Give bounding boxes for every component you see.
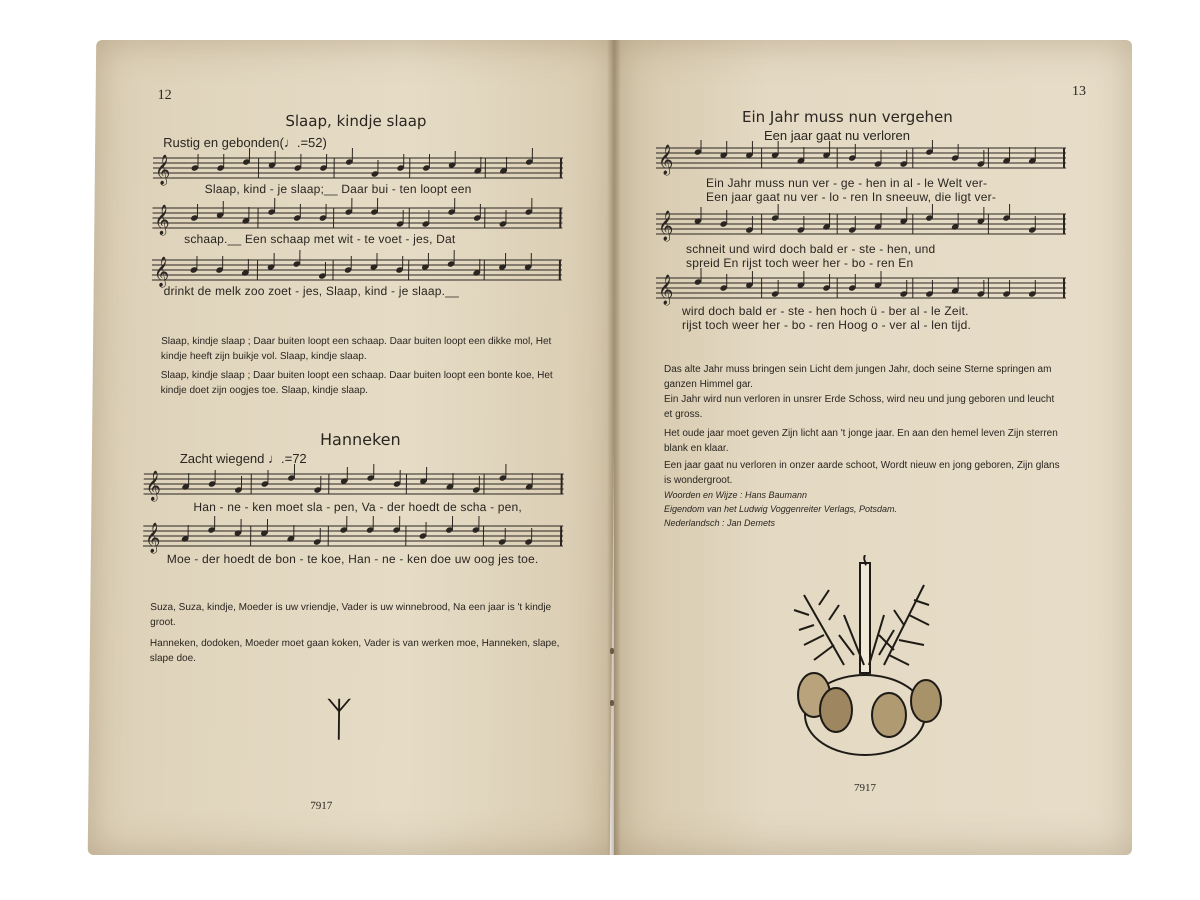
treble-clef-icon: 𝄞 bbox=[154, 205, 170, 235]
stanza: Het oude jaar moet geven Zijn licht aan 't jonge jaar. En aan den hemel leven Zijn sterren blank en klaar. bbox=[664, 428, 1058, 454]
page-number: 12 bbox=[157, 88, 172, 103]
treble-clef-icon: 𝄞 bbox=[658, 145, 674, 175]
tempo-marking: Rustig en gebonden(♩.=52) bbox=[163, 135, 327, 150]
stanza: Das alte Jahr muss bringen sein Licht dem jungen Jahr, doch seine Sterne springen am ganzen Himmel gar. bbox=[664, 364, 1052, 390]
lyric-line: Een jaar gaat nu ver - lo - ren In sneeuw, die ligt ver- bbox=[706, 190, 997, 204]
advent-candle-illustration bbox=[784, 555, 954, 765]
right-page bbox=[614, 40, 1132, 855]
treble-clef-icon: 𝄞 bbox=[144, 523, 161, 553]
credit-line: Woorden en Wijze : Hans Baumann bbox=[664, 490, 807, 500]
stanza: Slaap, kindje slaap ; Daar buiten loopt een schaap. Daar buiten loopt een bonte koe, Het kindje doet zijn oogjes toe. Slaap, kindje slaap. bbox=[160, 370, 553, 396]
page-footer: 7917 bbox=[310, 800, 333, 812]
song-title: Ein Jahr muss nun vergehen bbox=[742, 108, 953, 126]
page-footer: 7917 bbox=[854, 782, 876, 794]
book-gutter bbox=[607, 40, 621, 855]
staff-line-group bbox=[656, 140, 1066, 306]
lyric-line: schneit und wird doch bald er - ste - hen, und bbox=[686, 242, 936, 256]
staff-line-group bbox=[152, 148, 563, 288]
treble-clef-icon: 𝄞 bbox=[658, 275, 674, 305]
lyric-line: Moe - der hoedt de bon - te koe, Han - ne - ken doe uw oog jes toe. bbox=[166, 552, 539, 566]
credit-line: Eigendom van het Ludwig Voggenreiter Verlags, Potsdam. bbox=[664, 504, 897, 514]
lyric-line: Han - ne - ken moet sla - pen, Va - der hoedt de scha - pen, bbox=[193, 500, 523, 514]
lyric-line: Slaap, kind - je slaap;__ Daar bui - ten loopt een bbox=[204, 182, 472, 196]
treble-clef-icon: 𝄞 bbox=[145, 471, 162, 501]
staple bbox=[610, 700, 614, 706]
staple bbox=[610, 648, 614, 654]
left-page bbox=[88, 40, 619, 855]
song-title: Hanneken bbox=[319, 430, 401, 449]
treble-clef-icon: 𝄞 bbox=[658, 211, 674, 241]
stanza: Ein Jahr wird nun verloren in unsrer Erde Schoss, wird neu und jung geboren und leucht et gross. bbox=[664, 394, 1055, 420]
lyric-line: rijst toch weer her - bo - ren Hoog o - ver al - len tijd. bbox=[682, 318, 972, 332]
credit-line: Nederlandsch : Jan Demets bbox=[664, 518, 776, 528]
song-subtitle: Een jaar gaat nu verloren bbox=[764, 128, 910, 143]
music-staff-song3 bbox=[656, 140, 1076, 310]
stanza: Slaap, kindje slaap ; Daar buiten loopt een schaap. Daar buiten loopt een dikke mol, Het kindje heeft zijn buikje vol. Slaap, kindje slaap. bbox=[160, 336, 552, 362]
treble-clef-icon: 𝄞 bbox=[154, 155, 171, 185]
lyric-line: Ein Jahr muss nun ver - ge - hen in al - le Welt ver- bbox=[706, 176, 988, 190]
stanza: Een jaar gaat nu verloren in onzer aarde schoot, Wordt nieuw en jong geboren, Zijn glans is wondergroot. bbox=[664, 460, 1060, 486]
song-title: Slaap, kindje slaap bbox=[285, 112, 427, 130]
lyric-line: drinkt de melk zoo zoet - jes, Slaap, kind - je slaap.__ bbox=[163, 284, 460, 298]
stanza: Hanneken, dodoken, Moeder moet gaan koken, Vader is van werken moe, Hanneken, slape, slape doe. bbox=[149, 638, 560, 664]
stanza: Suza, Suza, kindje, Moeder is uw vriendje, Vader is uw winnebrood, Na een jaar is 't kindje groot. bbox=[150, 602, 552, 628]
lyric-line: wird doch bald er - ste - hen hoch ü - ber al - le Zeit. bbox=[682, 304, 969, 318]
treble-clef-icon: 𝄞 bbox=[153, 257, 170, 287]
lyric-line: spreid En rijst toch weer her - bo - ren En bbox=[686, 256, 914, 270]
tempo-marking: Zacht wiegend ♩.=72 bbox=[179, 451, 307, 466]
lyric-line: schaap.__ Een schaap met wit - te voet - jes, Dat bbox=[184, 232, 456, 246]
rune-icon: ᛉ bbox=[324, 692, 354, 746]
page-number: 13 bbox=[1072, 84, 1086, 99]
songbook bbox=[92, 40, 1132, 855]
